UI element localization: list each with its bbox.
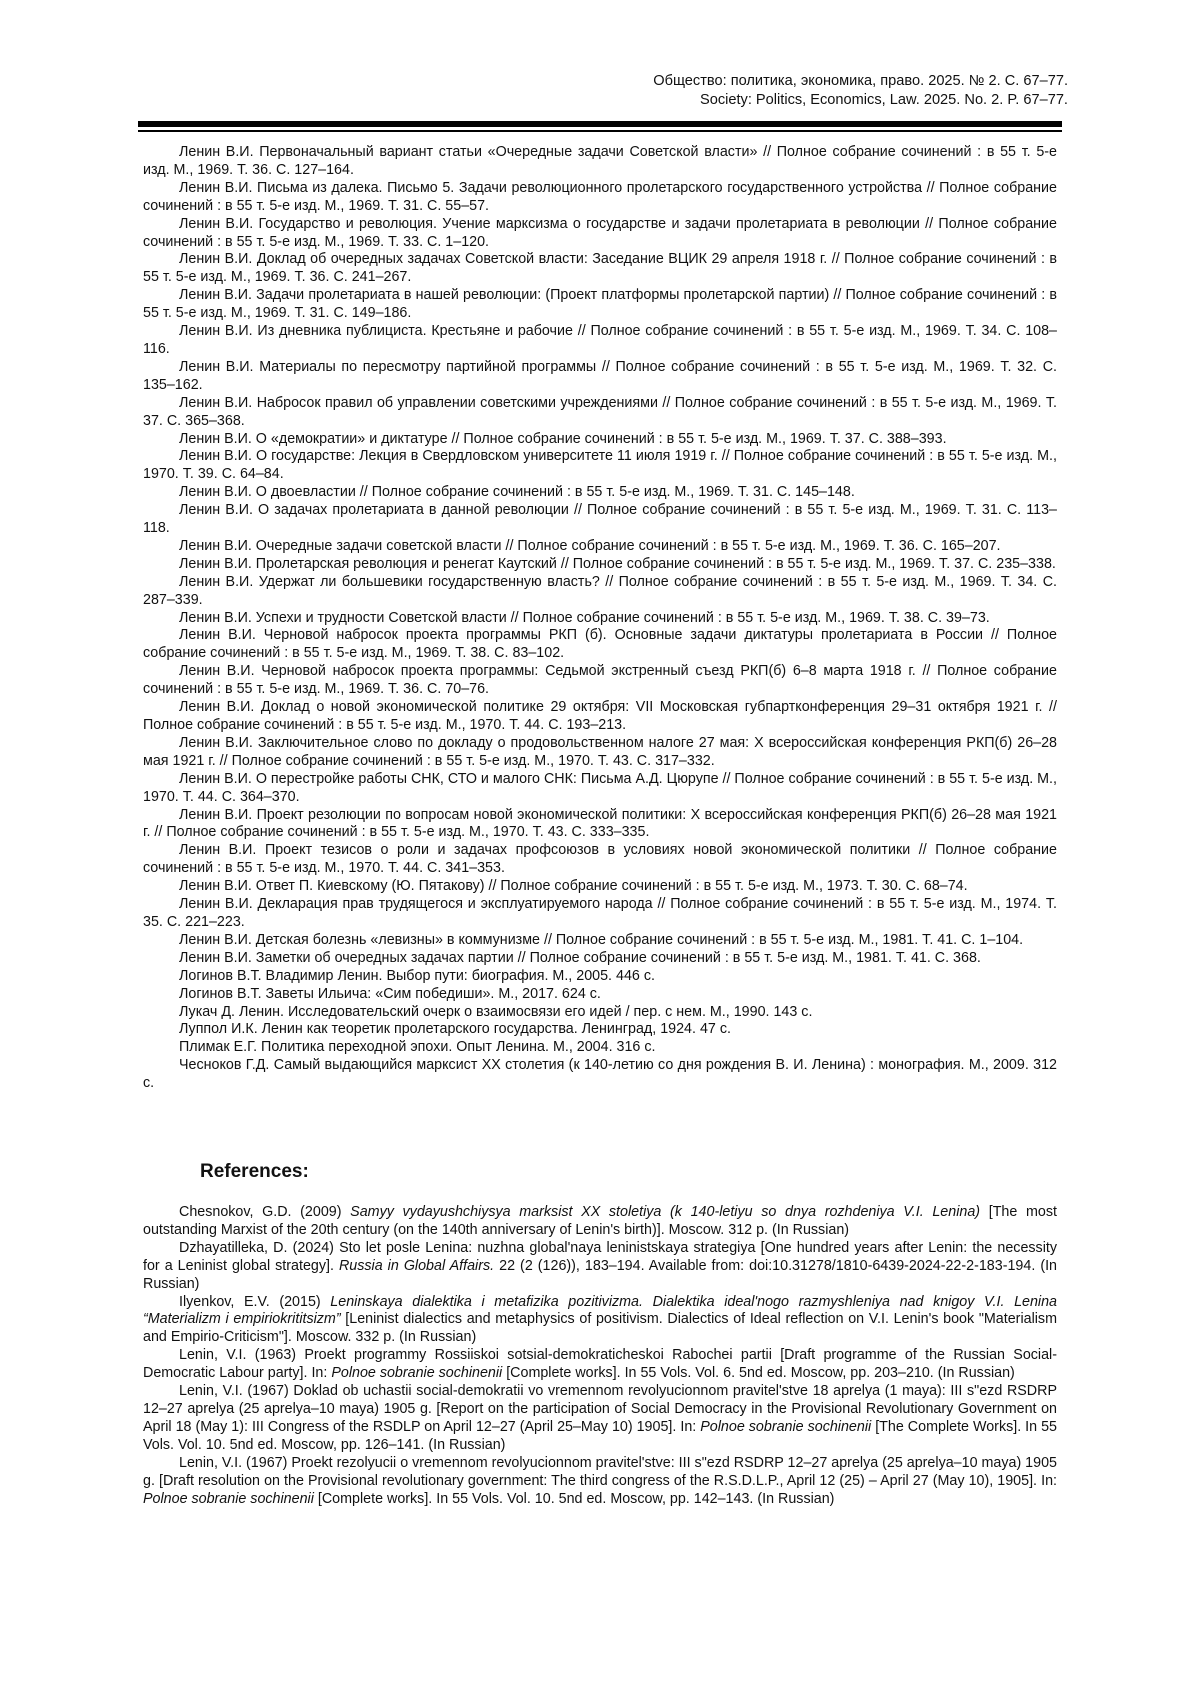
- reference-entry-ru: Ленин В.И. О двоевластии // Полное собрание сочинений : в 55 т. 5-е изд. М., 1969. Т. 31. С. 145–148.: [179, 484, 855, 501]
- reference-entry-ru: Ленин В.И. Доклад о новой экономической политике 29 октября: VII Московская губпартконференция 29–31 октября 1921 г. // Полное собрание сочинений : в 55 т. 5-е изд. М., 1970. Т. 44. С. 193–213.: [143, 699, 1057, 733]
- reference-entry-ru: Ленин В.И. Письма из далека. Письмо 5. Задачи революционного пролетарского государственного устройства // Полное собрание сочинений : в 55 т. 5-е изд. М., 1969. Т. 31. С. 55–57.: [143, 179, 1057, 214]
- reference-text: Lenin, V.I. (1967) Proekt rezolyucii o vremennom revolyucionnom pravitel'stve: III s"ezd RSDRP 12–27 aprelya (25 aprelya–10 maya) 1905 g. [Draft resolution on the Provisional revolutionary government: The third congress of the R.S.D.L.P., April 12 (25) – April 27 (May 10), 1905]. In:: [143, 1454, 1057, 1489]
- header-rule-thin: [138, 130, 1062, 132]
- reference-text: Chesnokov, G.D. (2009): [179, 1204, 351, 1220]
- reference-text: Lenin, V.I. (1967) Doklad ob uchastii social-demokratii vo vremennom revolyucionnom pravitel'stve 18 aprelya (1 maya): III s"ezd RSDRP 12–27 aprelya (25 aprelya–10 maya) 1905 g. [Report on the participation of Social Democracy in the Provisional Revolutionary Government on April 18 (May 1): III Congress of the RSDLP on April 12–27 (April 25–May 10) 1905]. In:: [143, 1383, 1057, 1435]
- reference-entry-ru: Луппол И.К. Ленин как теоретик пролетарского государства. Ленинград, 1924. 47 с.: [179, 1021, 731, 1038]
- reference-text: [The most outstanding Marxist of the 20th century (on the 140th anniversary of Lenin's birth)]. Moscow. 312 p. (In Russian): [143, 1204, 1057, 1238]
- reference-entry-ru: Ленин В.И. Черновой набросок проекта программы: Седьмой экстренный съезд РКП(б) 6–8 марта 1918 г. // Полное собрание сочинений : в 55 т. 5-е изд. М., 1969. Т. 36. С. 70–76.: [143, 663, 1057, 698]
- reference-list-ru: [143, 144, 1057, 1093]
- reference-entry-ru: Ленин В.И. Декларация прав трудящегося и эксплуатируемого народа // Полное собрание сочинений : в 55 т. 5-е изд. М., 1974. Т. 35. С. 221–223.: [143, 896, 1057, 930]
- reference-entry-ru: Ленин В.И. О «демократии» и диктатуре // Полное собрание сочинений : в 55 т. 5-е изд. М., 1969. Т. 37. С. 388–393.: [179, 430, 947, 447]
- reference-italic-title: Polnoe sobranie sochinenii: [143, 1490, 314, 1507]
- reference-entry-ru: Ленин В.И. О перестройке работы СНК, СТО и малого СНК: Письма А.Д. Цюрупе // Полное собрание сочинений : в 55 т. 5-е изд. М., 1970. Т. 44. С. 364–370.: [143, 770, 1057, 805]
- reference-italic-title: Polnoe sobranie sochinenii: [331, 1365, 503, 1382]
- reference-entry-en: [143, 1294, 1057, 1348]
- reference-entry-en: [143, 1383, 1057, 1455]
- reference-entry-ru: Лукач Д. Ленин. Исследовательский очерк о взаимосвязи его идей / пер. с нем. М., 1990. 143 с.: [179, 1003, 813, 1020]
- reference-entry-ru: Плимак Е.Г. Политика переходной эпохи. Опыт Ленина. М., 2004. 316 с.: [179, 1039, 656, 1056]
- reference-text: [Complete works]. In 55 Vols. Vol. 6. 5nd ed. Moscow, pp. 203–210. (In Russian): [502, 1365, 1015, 1382]
- reference-entry-ru: Ленин В.И. Набросок правил об управлении советскими учреждениями // Полное собрание сочинений : в 55 т. 5-е изд. М., 1969. Т. 37. С. 365–368.: [143, 394, 1057, 429]
- reference-text: [The Complete Works]. In 55 Vols. Vol. 10. 5nd ed. Moscow, pp. 126–141. (In Russian): [143, 1418, 1058, 1453]
- reference-entry-ru: Ленин В.И. Удержат ли большевики государственную власть? // Полное собрание сочинений : в 55 т. 5-е изд. М., 1969. Т. 34. С. 287–339.: [143, 573, 1057, 608]
- reference-entry-ru: Ленин В.И. Материалы по пересмотру партийной программы // Полное собрание сочинений : в 55 т. 5-е изд. М., 1969. Т. 32. С. 135–162.: [143, 358, 1057, 393]
- reference-entry-ru: Ленин В.И. Задачи пролетариата в нашей революции: (Проект платформы пролетарской партии) // Полное собрание сочинений : в 55 т. 5-е изд. М., 1969. Т. 31. С. 149–186.: [143, 287, 1057, 322]
- reference-italic-title: Polnoe sobranie sochinenii: [700, 1418, 872, 1435]
- reference-entry-en: [143, 1455, 1057, 1509]
- reference-text: [Leninist dialectics and metaphysics of positivism. Dialectics of Ideal reflection on V.I. Lenin's book "Materialism and Empirio-Criticism"]. Moscow. 332 p. (In Russian): [143, 1311, 1057, 1346]
- reference-entry-ru: Ленин В.И. Проект резолюции по вопросам новой экономической политики: X всероссийская конференция РКП(б) 26–28 мая 1921 г. // Полное собрание сочинений : в 55 т. 5-е изд. М., 1970. Т. 43. С. 333–335.: [143, 806, 1057, 841]
- reference-entry-ru: Чесноков Г.Д. Самый выдающийся марксист XX столетия (к 140-летию со дня рождения В. И. Ленина) : монография. М., 2009. 312 с.: [143, 1057, 1057, 1092]
- reference-italic-title: Russia in Global Affairs.: [338, 1257, 495, 1274]
- reference-text: Ilyenkov, E.V. (2015): [179, 1293, 331, 1310]
- reference-italic-title: Samyy vydayushchiysya marksist XX stoletiya (k 140-letiyu so dnya rozhdeniya V.I. Lenina): [350, 1204, 981, 1220]
- reference-list-en: [143, 1204, 1057, 1508]
- reference-entry-ru: Ленин В.И. Проект тезисов о роли и задачах профсоюзов в условиях новой экономической политики // Полное собрание сочинений : в 55 т. 5-е изд. М., 1970. Т. 44. С. 341–353.: [143, 842, 1057, 877]
- reference-entry-en: [143, 1204, 1057, 1240]
- reference-text: Lenin, V.I. (1963) Proekt programmy Rossiiskoi sotsial-demokraticheskoi Rabochei partii [Draft programme of the Russian Social-Democratic Labour party]. In:: [143, 1347, 1057, 1382]
- reference-text: [Complete works]. In 55 Vols. Vol. 10. 5nd ed. Moscow, pp. 142–143. (In Russian): [313, 1490, 835, 1507]
- header-rule-thick: [138, 121, 1062, 127]
- reference-entry-ru: Ленин В.И. Заметки об очередных задачах партии // Полное собрание сочинений : в 55 т. 5-е изд. М., 1981. Т. 41. С. 368.: [179, 949, 981, 966]
- header-line-ru: Общество: политика, экономика, право. 2025. № 2. С. 67–77.: [653, 73, 1068, 89]
- reference-entry-ru: Ленин В.И. О задачах пролетариата в данной революции // Полное собрание сочинений : в 55 т. 5-е изд. М., 1969. Т. 31. С. 113–118.: [143, 502, 1057, 537]
- reference-entry-ru: Ленин В.И. Заключительное слово по докладу о продовольственном налоге 27 мая: X всероссийская конференция РКП(б) 26–28 мая 1921 г. // Полное собрание сочинений : в 55 т. 5-е изд. М., 1970. Т. 43. С. 317–332.: [143, 734, 1057, 769]
- reference-entry-ru: Ленин В.И. Очередные задачи советской власти // Полное собрание сочинений : в 55 т. 5-е изд. М., 1969. Т. 36. С. 165–207.: [179, 537, 1001, 554]
- reference-italic-title: Leninskaya dialektika i metafizika pozitivizma. Dialektika ideal'nogo razmyshleniya nad knigoy V.I. Lenina “Materializm i empiriokrititsizm”: [143, 1293, 1057, 1328]
- reference-entry-en: [143, 1240, 1057, 1294]
- reference-text: Dzhayatilleka, D. (2024) Sto let posle Lenina: nuzhna global'naya leninistskaya strategiya [One hundred years after Lenin: the necessity for a Leninist global strategy].: [143, 1239, 1057, 1274]
- reference-entry-ru: Ленин В.И. Пролетарская революция и ренегат Каутский // Полное собрание сочинений : в 55 т. 5-е изд. М., 1969. Т. 37. С. 235–338.: [179, 555, 1056, 572]
- reference-entry-ru: Ленин В.И. Успехи и трудности Советской власти // Полное собрание сочинений : в 55 т. 5-е изд. М., 1969. Т. 38. С. 39–73.: [179, 609, 990, 626]
- reference-entry-ru: Ленин В.И. Ответ П. Киевскому (Ю. Пятакову) // Полное собрание сочинений : в 55 т. 5-е изд. М., 1973. Т. 30. С. 68–74.: [179, 878, 968, 895]
- reference-text: 22 (2 (126)), 183–194. Available from: doi:10.31278/1810-6439-2024-22-2-183-194. (In Russian): [143, 1257, 1057, 1292]
- reference-entry-en: [143, 1347, 1057, 1383]
- header-line-en: Society: Politics, Economics, Law. 2025. No. 2. P. 67–77.: [699, 92, 1068, 108]
- reference-entry-ru: Ленин В.И. Доклад об очередных задачах Советской власти: Заседание ВЦИК 29 апреля 1918 г. // Полное собрание сочинений : в 55 т. 5-е изд. М., 1969. Т. 36. С. 241–267.: [143, 251, 1057, 286]
- reference-entry-ru: Логинов В.Т. Владимир Ленин. Выбор пути: биография. М., 2005. 446 с.: [179, 967, 655, 984]
- running-header: [653, 72, 1068, 110]
- reference-entry-ru: Ленин В.И. О государстве: Лекция в Свердловском университете 11 июля 1919 г. // Полное собрание сочинений : в 55 т. 5-е изд. М., 1970. Т. 39. С. 64–84.: [143, 448, 1057, 483]
- reference-entry-ru: Логинов В.Т. Заветы Ильича: «Сим победиши». М., 2017. 624 с.: [179, 985, 601, 1002]
- reference-entry-ru: Ленин В.И. Первоначальный вариант статьи «Очередные задачи Советской власти» // Полное собрание сочинений : в 55 т. 5-е изд. М., 1969. Т. 36. С. 127–164.: [143, 144, 1057, 178]
- reference-entry-ru: Ленин В.И. Государство и революция. Учение марксизма о государстве и задачи пролетариата в революции // Полное собрание сочинений : в 55 т. 5-е изд. М., 1969. Т. 33. С. 1–120.: [143, 215, 1057, 250]
- references-heading: References:: [200, 1161, 309, 1182]
- reference-entry-ru: Ленин В.И. Детская болезнь «левизны» в коммунизме // Полное собрание сочинений : в 55 т. 5-е изд. М., 1981. Т. 41. С. 1–104.: [179, 931, 1024, 948]
- reference-entry-ru: Ленин В.И. Черновой набросок проекта программы РКП (б). Основные задачи диктатуры пролетариата в России // Полное собрание сочинений : в 55 т. 5-е изд. М., 1969. Т. 38. С. 83–102.: [143, 627, 1057, 662]
- reference-entry-ru: Ленин В.И. Из дневника публициста. Крестьяне и рабочие // Полное собрание сочинений : в 55 т. 5-е изд. М., 1969. Т. 34. С. 108–116.: [143, 323, 1057, 357]
